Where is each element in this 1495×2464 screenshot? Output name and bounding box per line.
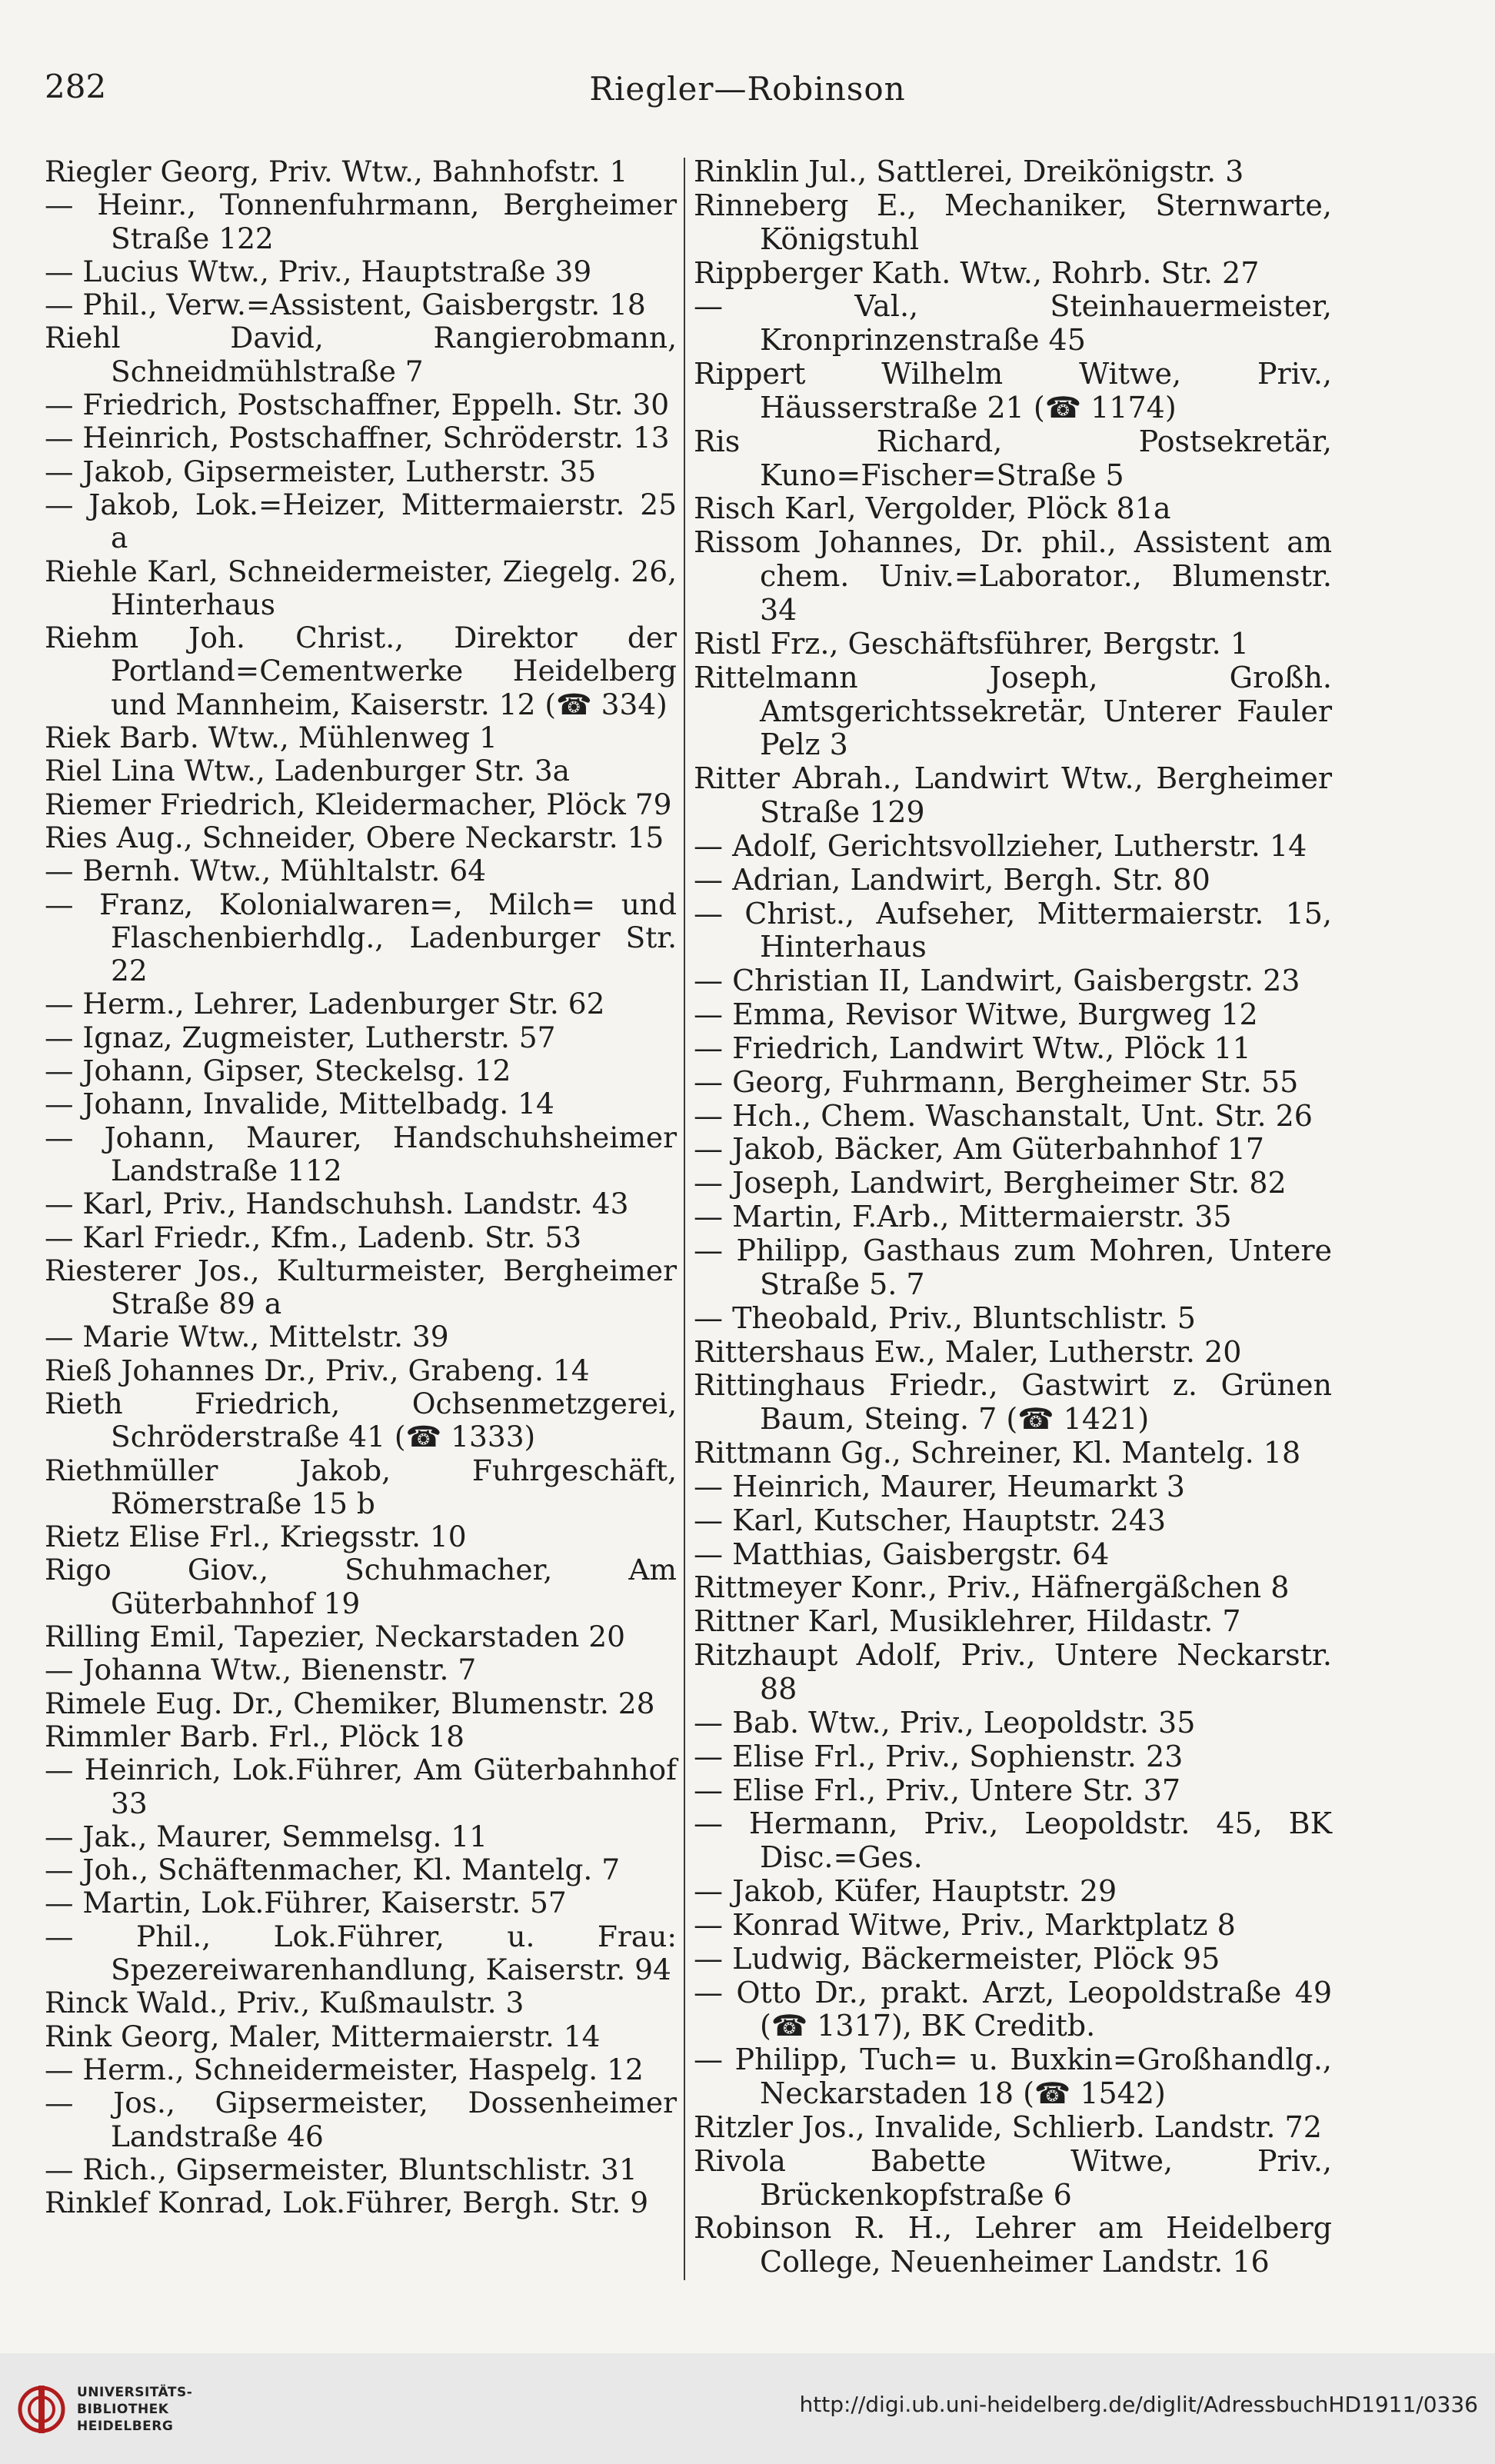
directory-entry: Riethmüller Jakob, Fuhrgeschäft, Römerstraße 15 b	[45, 1453, 677, 1520]
directory-entry: — Karl, Kutscher, Hauptstr. 243	[694, 1503, 1167, 1537]
directory-entry: Riesterer Jos., Kulturmeister, Bergheimer Straße 89 a	[45, 1253, 677, 1321]
directory-entry: — Joh., Schäftenmacher, Kl. Mantelg. 7	[45, 1853, 621, 1887]
directory-entry: — Philipp, Gasthaus zum Mohren, Untere Straße 5. 7	[694, 1234, 1332, 1301]
directory-entry: Rittmann Gg., Schreiner, Kl. Mantelg. 18	[694, 1436, 1301, 1470]
directory-entry: — Jakob, Küfer, Hauptstr. 29	[694, 1874, 1117, 1909]
directory-entry: — Bab. Wtw., Priv., Leopoldstr. 35	[694, 1705, 1196, 1740]
directory-entry: — Georg, Fuhrmann, Bergheimer Str. 55	[694, 1064, 1299, 1099]
directory-entry: Riegler Georg, Priv. Wtw., Bahnhofstr. 1	[45, 155, 628, 188]
directory-entry: — Elise Frl., Priv., Untere Str. 37	[694, 1773, 1180, 1807]
directory-entry: — Friedrich, Landwirt Wtw., Plöck 11	[694, 1031, 1251, 1065]
directory-entry: — Karl, Priv., Handschuhsh. Landstr. 43	[45, 1187, 629, 1221]
directory-entry: — Joseph, Landwirt, Bergheimer Str. 82	[694, 1166, 1287, 1200]
directory-entry: Rittmeyer Konr., Priv., Häfnergäßchen 8	[694, 1570, 1290, 1605]
directory-entry: — Marie Wtw., Mittelstr. 39	[45, 1320, 449, 1354]
library-name-line: UNIVERSITÄTS-	[77, 2385, 193, 2400]
directory-entry: Rietz Elise Frl., Kriegsstr. 10	[45, 1520, 467, 1554]
directory-entry: — Adolf, Gerichtsvollzieher, Lutherstr. 14	[694, 828, 1307, 863]
directory-entry: — Val., Steinhauermeister, Kronprinzenstraße 45	[694, 289, 1332, 358]
directory-entry: — Philipp, Tuch= u. Buxkin=Großhandlg., Neckarstaden 18 (☎ 1542)	[694, 2043, 1332, 2111]
directory-entry: — Martin, F.Arb., Mittermaierstr. 35	[694, 1200, 1232, 1234]
directory-entry: Rittner Karl, Musiklehrer, Hildastr. 7	[694, 1604, 1241, 1639]
directory-entry: Rissom Johannes, Dr. phil., Assistent am chem. Univ.=Laborator., Blumenstr. 34	[694, 525, 1332, 627]
directory-entry: Rigo Giov., Schuhmacher, Am Güterbahnhof 19	[45, 1553, 677, 1620]
directory-entry: Ritzhaupt Adolf, Priv., Untere Neckarstr. 88	[694, 1638, 1332, 1706]
directory-entry: — Jakob, Bäcker, Am Güterbahnhof 17	[694, 1132, 1264, 1167]
directory-entry: Rinklin Jul., Sattlerei, Dreikönigstr. 3	[694, 155, 1244, 188]
directory-entry: — Christ., Aufseher, Mittermaierstr. 15, Hinterhaus	[694, 896, 1332, 964]
left-column	[45, 155, 677, 2219]
directory-entry: — Jos., Gipsermeister, Dossenheimer Landstraße 46	[45, 2086, 677, 2153]
directory-entry: Rieß Johannes Dr., Priv., Grabeng. 14	[45, 1353, 590, 1387]
directory-entry: — Herm., Lehrer, Ladenburger Str. 62	[45, 987, 605, 1021]
running-head: Riegler—Robinson	[589, 70, 906, 108]
directory-entry: Riehm Joh. Christ., Direktor der Portland=Cementwerke Heidelberg und Mannheim, Kaiserstr. 12 (☎ 334)	[45, 621, 677, 721]
directory-entry: — Ignaz, Zugmeister, Lutherstr. 57	[45, 1020, 556, 1054]
directory-entry: Rieth Friedrich, Ochsenmetzgerei, Schröderstraße 41 (☎ 1333)	[45, 1386, 677, 1454]
directory-entry: — Heinrich, Maurer, Heumarkt 3	[694, 1469, 1185, 1503]
directory-entry: — Matthias, Gaisbergstr. 64	[694, 1537, 1110, 1571]
directory-entry: — Otto Dr., prakt. Arzt, Leopoldstraße 49 (☎ 1317), BK Creditb.	[694, 1975, 1332, 2043]
directory-entry: Robinson R. H., Lehrer am Heidelberg College, Neuenheimer Landstr. 16	[694, 2211, 1332, 2279]
directory-entry: — Heinr., Tonnenfuhrmann, Bergheimer Straße 122	[45, 188, 677, 255]
directory-entry: — Heinrich, Postschaffner, Schröderstr. 13	[45, 421, 670, 455]
directory-entry: — Lucius Wtw., Priv., Hauptstraße 39	[45, 254, 592, 288]
directory-entry: Ritter Abrah., Landwirt Wtw., Bergheimer Straße 129	[694, 761, 1332, 830]
directory-entry: Rittershaus Ew., Maler, Lutherstr. 20	[694, 1334, 1242, 1369]
directory-entry: Ris Richard, Postsekretär, Kuno=Fischer=Straße 5	[694, 424, 1332, 492]
page-number: 282	[45, 68, 107, 105]
directory-entry: — Johann, Gipser, Steckelsg. 12	[45, 1054, 511, 1088]
directory-entry: — Phil., Lok.Führer, u. Frau: Spezereiwarenhandlung, Kaiserstr. 94	[45, 1919, 677, 1987]
directory-entry: Rippberger Kath. Wtw., Rohrb. Str. 27	[694, 255, 1260, 290]
directory-entry: Riemer Friedrich, Kleidermacher, Plöck 79	[45, 787, 672, 821]
directory-entry: — Hermann, Priv., Leopoldstr. 45, BK Disc.=Ges.	[694, 1806, 1332, 1875]
directory-entry: — Rich., Gipsermeister, Bluntschlistr. 31	[45, 2152, 638, 2186]
directory-entry: — Johanna Wtw., Bienenstr. 7	[45, 1653, 477, 1687]
directory-entry: — Friedrich, Postschaffner, Eppelh. Str. 30	[45, 388, 670, 422]
directory-entry: Rivola Babette Witwe, Priv., Brückenkopfstraße 6	[694, 2143, 1332, 2212]
directory-entry: — Theobald, Priv., Bluntschlistr. 5	[694, 1300, 1196, 1335]
library-name-line: BIBLIOTHEK	[77, 2402, 169, 2417]
directory-entry: — Christian II, Landwirt, Gaisbergstr. 23	[694, 964, 1300, 998]
directory-entry: Rinklef Konrad, Lok.Führer, Bergh. Str. 9	[45, 2186, 649, 2220]
directory-entry: Rittinghaus Friedr., Gastwirt z. Grünen Baum, Steing. 7 (☎ 1421)	[694, 1368, 1332, 1437]
directory-entry: Rinneberg E., Mechaniker, Sternwarte, Königstuhl	[694, 188, 1332, 256]
directory-entry: — Konrad Witwe, Priv., Marktplatz 8	[694, 1907, 1236, 1942]
directory-entry: — Emma, Revisor Witwe, Burgweg 12	[694, 997, 1258, 1032]
directory-entry: — Bernh. Wtw., Mühltalstr. 64	[45, 854, 487, 888]
right-column	[694, 155, 1332, 2279]
column-divider	[684, 158, 685, 2280]
directory-entry: Riehle Karl, Schneidermeister, Ziegelg. 26, Hinterhaus	[45, 554, 677, 621]
footer-bar	[0, 2353, 1495, 2464]
source-url[interactable]: http://digi.ub.uni-heidelberg.de/diglit/AdressbuchHD1911/0336	[799, 2392, 1478, 2417]
directory-entry: — Karl Friedr., Kfm., Ladenb. Str. 53	[45, 1220, 582, 1254]
directory-entry: — Johann, Maurer, Handschuhsheimer Landstraße 112	[45, 1120, 677, 1187]
directory-entry: Rippert Wilhelm Witwe, Priv., Häusserstraße 21 (☎ 1174)	[694, 357, 1332, 425]
directory-entry: — Heinrich, Lok.Führer, Am Güterbahnhof 33	[45, 1753, 677, 1820]
directory-entry: — Martin, Lok.Führer, Kaiserstr. 57	[45, 1886, 567, 1920]
library-name	[77, 2384, 192, 2435]
directory-entry: — Johann, Invalide, Mittelbadg. 14	[45, 1087, 554, 1121]
directory-entry: Riek Barb. Wtw., Mühlenweg 1	[45, 721, 498, 755]
directory-entry: — Herm., Schneidermeister, Haspelg. 12	[45, 2052, 644, 2086]
directory-entry: — Jakob, Lok.=Heizer, Mittermaierstr. 25 a	[45, 487, 677, 555]
directory-entry: — Elise Frl., Priv., Sophienstr. 23	[694, 1739, 1184, 1773]
directory-entry: Risch Karl, Vergolder, Plöck 81a	[694, 491, 1171, 526]
directory-entry: Rink Georg, Maler, Mittermaierstr. 14	[45, 2019, 601, 2053]
directory-entry: Rilling Emil, Tapezier, Neckarstaden 20	[45, 1620, 625, 1654]
directory-entry: Rimmler Barb. Frl., Plöck 18	[45, 1719, 464, 1753]
university-seal-icon	[17, 2375, 66, 2444]
directory-entry: — Franz, Kolonialwaren=, Milch= und Flaschenbierhdlg., Ladenburger Str. 22	[45, 887, 677, 988]
directory-entry: Ries Aug., Schneider, Obere Neckarstr. 15	[45, 820, 664, 854]
directory-entry: Rinck Wald., Priv., Kußmaulstr. 3	[45, 1986, 524, 2020]
directory-entry: — Hch., Chem. Waschanstalt, Unt. Str. 26	[694, 1098, 1313, 1133]
directory-entry: — Phil., Verw.=Assistent, Gaisbergstr. 18	[45, 288, 646, 322]
directory-entry: Rittelmann Joseph, Großh. Amtsgerichtssekretär, Unterer Fauler Pelz 3	[694, 660, 1332, 762]
directory-entry: Ristl Frz., Geschäftsführer, Bergstr. 1	[694, 626, 1249, 661]
library-name-line: HEIDELBERG	[77, 2419, 174, 2434]
directory-entry: — Jak., Maurer, Semmelsg. 11	[45, 1819, 488, 1853]
directory-entry: — Adrian, Landwirt, Bergh. Str. 80	[694, 862, 1210, 897]
directory-entry: Riehl David, Rangierobmann, Schneidmühlstraße 7	[45, 321, 677, 388]
directory-entry: — Ludwig, Bäckermeister, Plöck 95	[694, 1941, 1220, 1976]
directory-entry: Rimele Eug. Dr., Chemiker, Blumenstr. 28	[45, 1686, 655, 1720]
directory-entry: Ritzler Jos., Invalide, Schlierb. Landstr. 72	[694, 2109, 1322, 2144]
directory-entry: — Jakob, Gipsermeister, Lutherstr. 35	[45, 454, 597, 488]
directory-entry: Riel Lina Wtw., Ladenburger Str. 3a	[45, 754, 571, 788]
